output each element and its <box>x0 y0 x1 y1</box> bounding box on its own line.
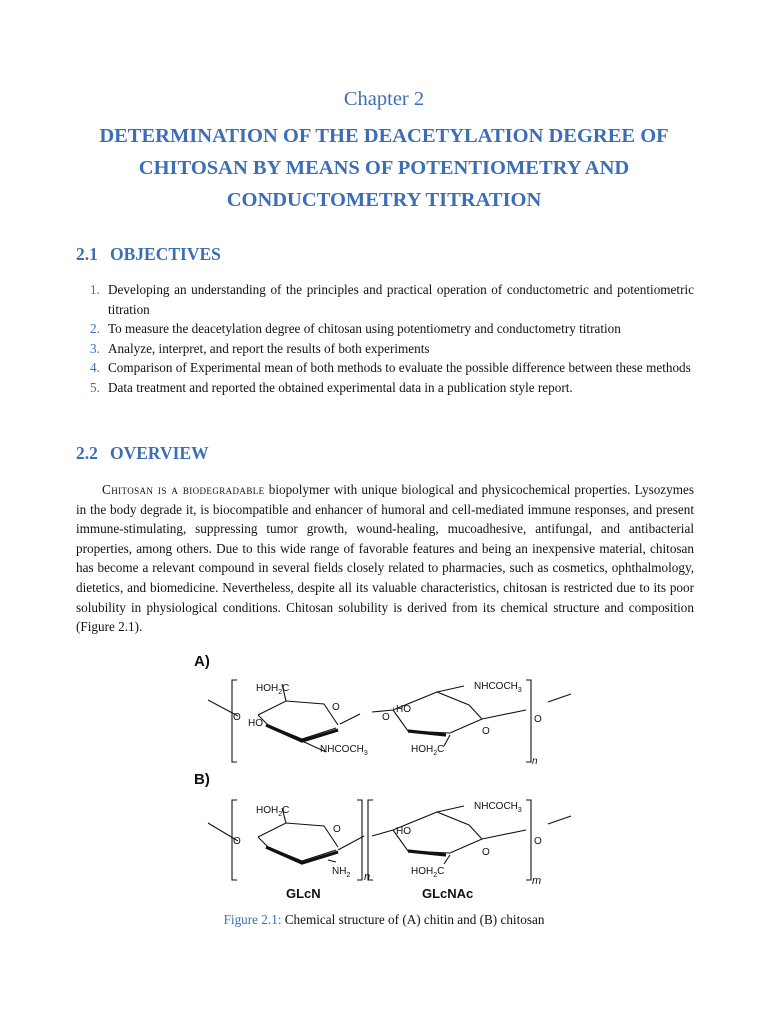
hydroxyl-label: HO <box>396 704 411 715</box>
list-marker: 1. <box>90 282 100 297</box>
section-title: OBJECTIVES <box>110 244 221 264</box>
ring-oxygen-label: O <box>332 702 340 713</box>
group-label: $NHCOCH_3$ <box>474 681 522 694</box>
list-item-text: Data treatment and reported the obtained experimental data in a publication style report. <box>108 379 573 395</box>
oxygen-label: O <box>233 836 241 847</box>
repeat-subscript: m <box>532 875 542 887</box>
section-heading-overview <box>76 443 209 464</box>
hydroxyl-label: HO <box>248 718 263 729</box>
ring-oxygen-label: O <box>482 847 490 858</box>
panel-b-label: B) <box>194 771 210 788</box>
overview-body: biopolymer with unique biological and physicochemical properties. Lysozymes in the body degrade it, is biocompatible and enhancer of humoral and cell-mediated immune responses, and present immune-stimulating, suppressing tumor growth, wound-healing, mucoadhesive, antifungal, and antibacterial properties, among others. Due to this wide range of favorable features and being an inexpensive material, chitosan has become a relevant compound in several fields closely related to pharmacies, such as cosmetics, ophthalmology, dietetics, and biomedicine. Nevertheless, despite all its valuable characteristics, chitosan is restricted due to its poor solubility in physiological conditions. Chitosan solubility is derived from its chemical structure and composition (Figure 2.1). <box>76 482 694 635</box>
group-label: $HOH_2C$ <box>411 866 445 879</box>
group-label: $NH_2$ <box>332 866 351 879</box>
chemical-structure-diagram <box>186 648 586 906</box>
oxygen-label: O <box>534 836 542 847</box>
group-label: $HOH_2C$ <box>411 744 445 757</box>
group-label: $HOH_2C$ <box>256 683 290 696</box>
list-item-text: To measure the deacetylation degree of chitosan using potentiometry and conductometry titration <box>108 321 621 337</box>
chapter-title <box>60 120 708 216</box>
group-label: $NHCOCH_3$ <box>474 801 522 814</box>
ring-oxygen-label: O <box>333 824 341 835</box>
list-marker: 3. <box>90 340 100 356</box>
chapter-title-line-2: CHITOSAN BY MEANS OF POTENTIOMETRY AND <box>138 157 630 179</box>
list-item <box>76 280 694 319</box>
section-heading-objectives <box>76 244 221 265</box>
repeat-subscript: n <box>532 756 538 767</box>
overview-paragraph <box>76 480 694 637</box>
oxygen-label: O <box>233 712 241 723</box>
section-number: 2.2 <box>76 443 98 463</box>
list-marker: 4. <box>90 360 100 376</box>
chapter-title-line-3: CONDUCTOMETRY TITRATION <box>226 189 542 211</box>
list-item-text: Comparison of Experimental mean of both methods to evaluate the possible difference between these methods <box>108 360 691 376</box>
figure-caption <box>0 912 768 928</box>
caption-label: Figure 2.1: <box>223 912 282 927</box>
list-marker: 2. <box>90 321 100 337</box>
hydroxyl-label: HO <box>396 826 411 837</box>
list-item <box>76 339 694 359</box>
glcnac-label: GLcNAc <box>422 886 474 901</box>
chapter-label: Chapter 2 <box>343 88 425 110</box>
oxygen-label: O <box>534 714 542 725</box>
repeat-subscript: n <box>364 871 371 883</box>
list-item <box>76 358 694 378</box>
list-item-text: Analyze, interpret, and report the results of both experiments <box>108 340 430 356</box>
list-marker: 5. <box>90 379 100 395</box>
group-label: $NHCOCH_3$ <box>320 744 368 757</box>
panel-a-label: A) <box>194 653 210 670</box>
glcn-label: GLcN <box>286 886 321 901</box>
overview-lead: Chitosan is a biodegradable <box>102 482 265 497</box>
chapter-title-line-1: DETERMINATION OF THE DEACETYLATION DEGREE OF <box>99 125 669 147</box>
chemical-structure-figure <box>186 648 586 906</box>
objectives-list <box>76 280 694 398</box>
caption-text: Chemical structure of (A) chitin and (B) chitosan <box>281 912 545 927</box>
section-title: OVERVIEW <box>110 443 209 463</box>
ring-oxygen-label: O <box>482 726 490 737</box>
list-item-text: Developing an understanding of the principles and practical operation of conductometric and potentiometric titration <box>108 282 694 317</box>
section-number: 2.1 <box>76 244 98 264</box>
glycosidic-oxygen-label: O <box>382 712 390 723</box>
group-label: $HOH_2C$ <box>256 805 290 818</box>
list-item <box>76 319 694 339</box>
list-item <box>76 378 694 398</box>
